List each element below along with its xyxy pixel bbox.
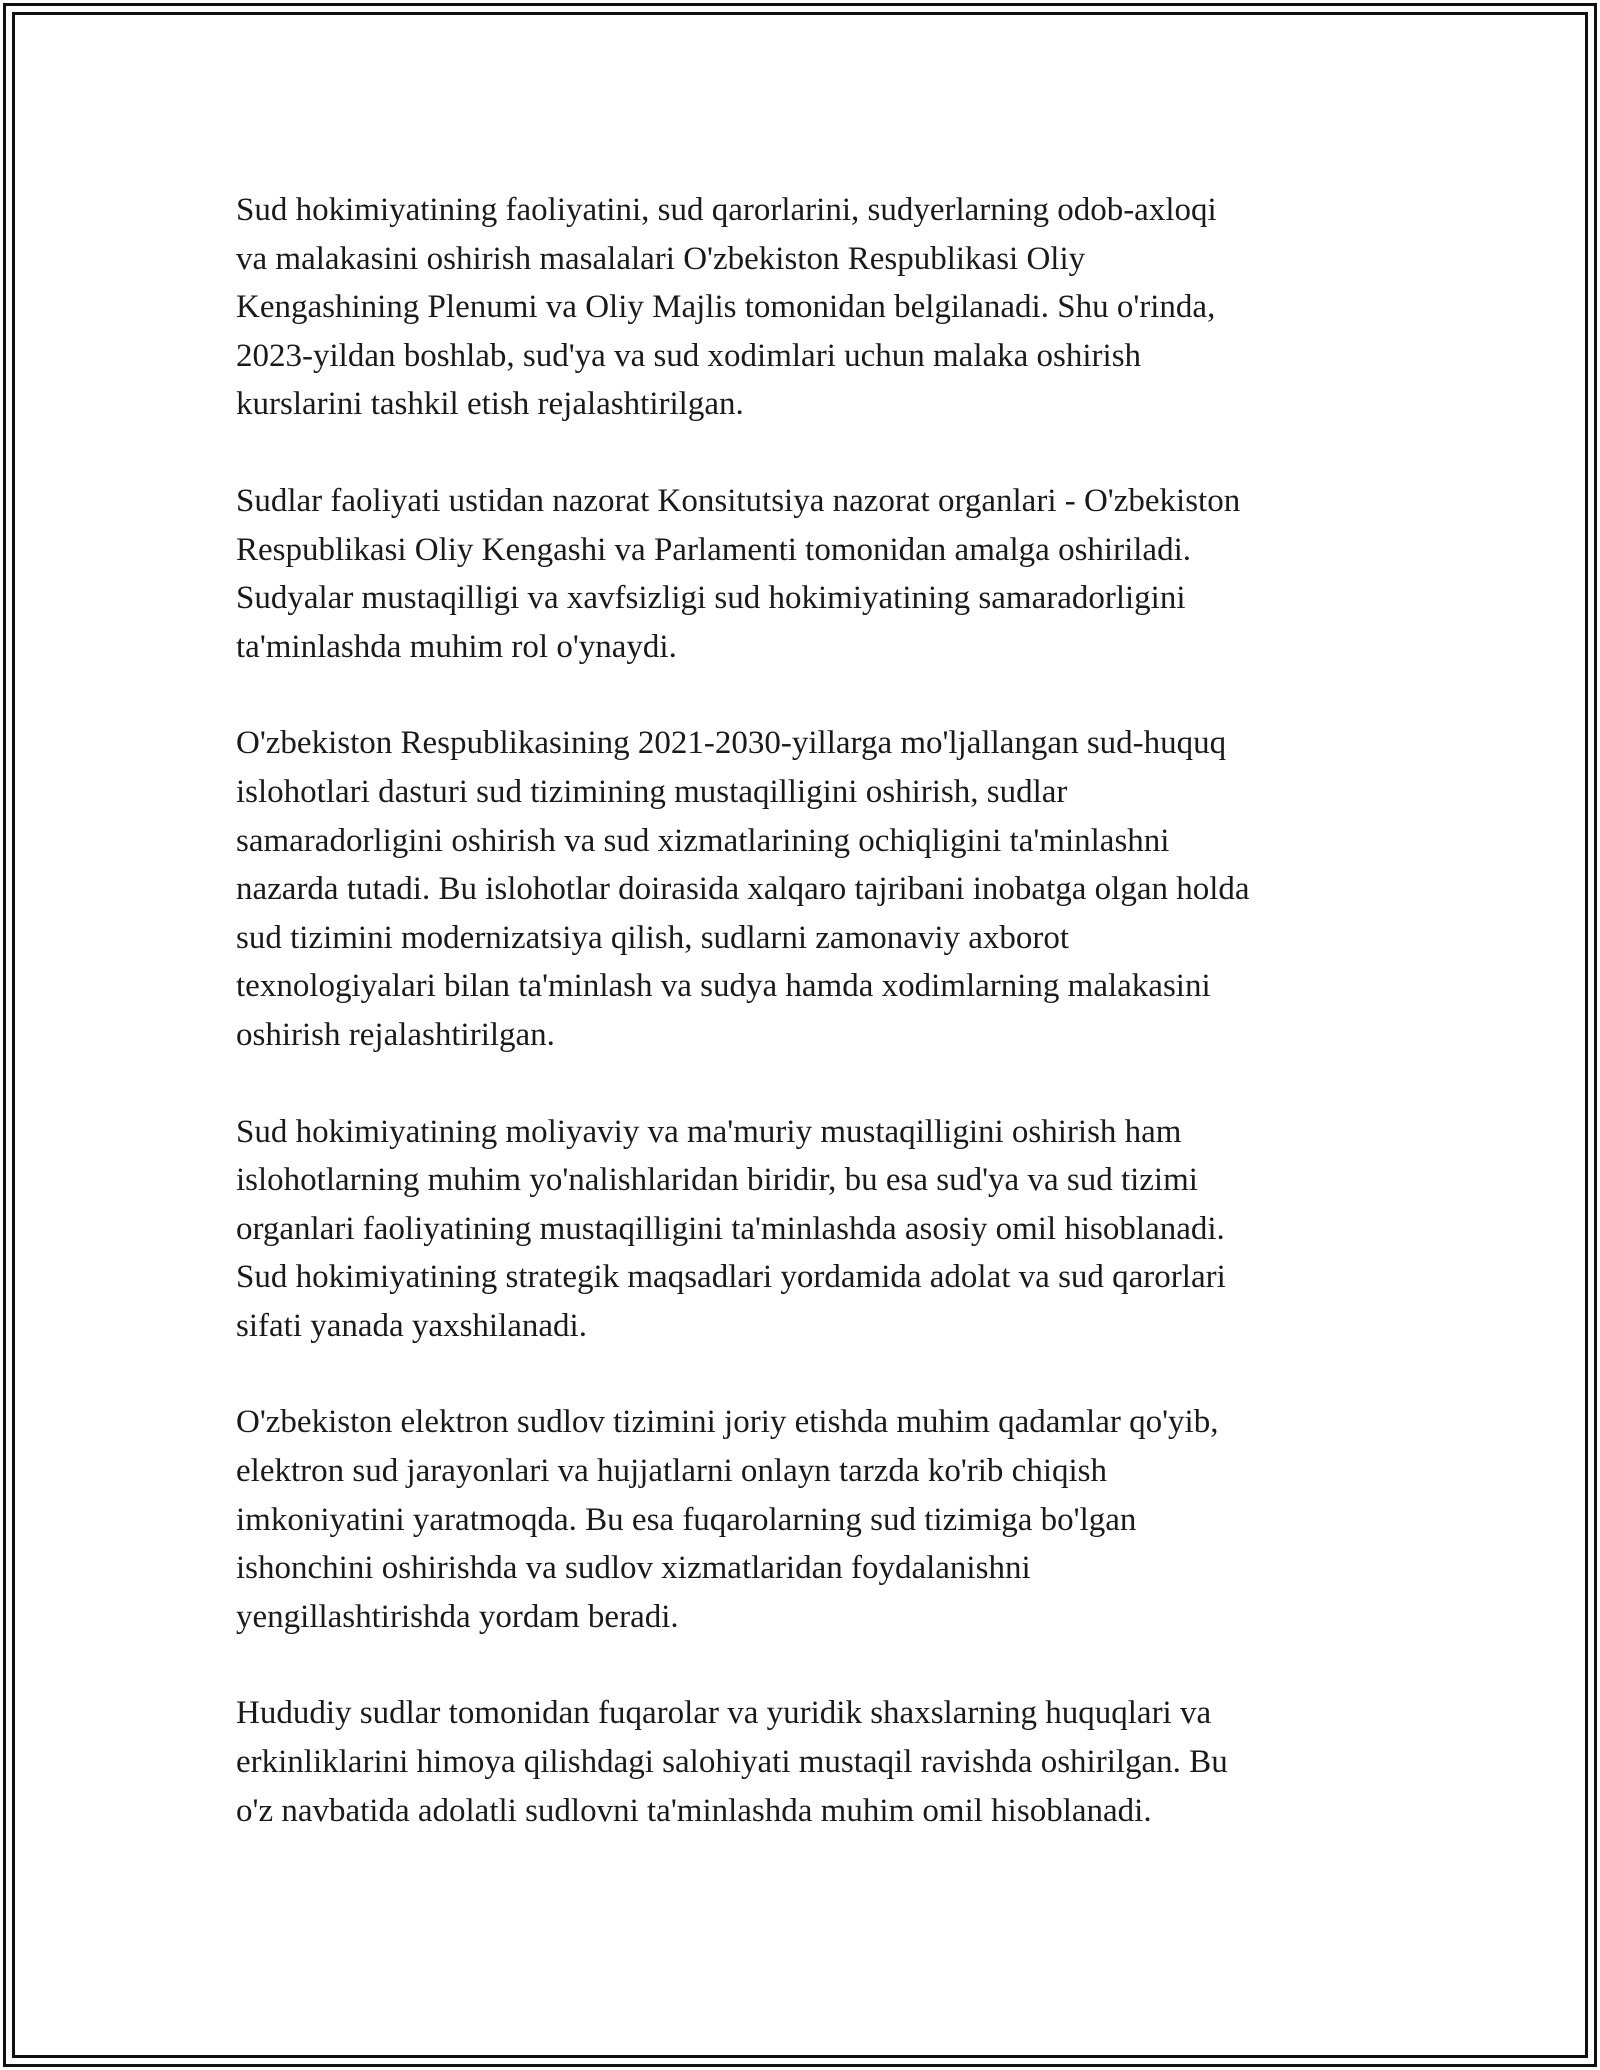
text-line: Sudyalar mustaqilligi va xavfsizligi sud hokimiyatining samaradorligini	[236, 580, 1186, 617]
text-line: sifati yanada yaxshilanadi.	[236, 1307, 587, 1344]
text-line: Sud hokimiyatining moliyaviy va ma'muriy mustaqilligini oshirish ham	[236, 1113, 1182, 1150]
text-line: Sud hokimiyatining strategik maqsadlari yordamida adolat va sud qarorlari	[236, 1259, 1226, 1296]
text-line: texnologiyalari bilan ta'minlash va sudya hamda xodimlarning malakasini	[236, 968, 1211, 1005]
text-line: islohotlarning muhim yo'nalishlaridan biridir, bu esa sud'ya va sud tizimi	[236, 1162, 1198, 1199]
text-line: Sud hokimiyatining faoliyatini, sud qarorlarini, sudyerlarning odob-axloqi	[236, 192, 1217, 228]
paragraph-1	[236, 186, 1376, 429]
text-line: samaradorligini oshirish va sud xizmatlarining ochiqligini ta'minlashni	[236, 822, 1170, 859]
text-line: ishonchini oshirishda va sudlov xizmatlaridan foydalanishni	[236, 1550, 1031, 1587]
paragraph-4	[236, 1108, 1376, 1351]
text-line: islohotlari dasturi sud tizimining mustaqilligini oshirish, sudlar	[236, 773, 1068, 810]
text-line: 2023-yildan boshlab, sud'ya va sud xodimlari uchun malaka oshirish	[236, 337, 1142, 374]
text-line: sud tizimini modernizatsiya qilish, sudlarni zamonaviy axborot	[236, 919, 1070, 956]
paragraph-5	[236, 1398, 1376, 1641]
text-line: elektron sud jarayonlari va hujjatlarni onlayn tarzda ko'rib chiqish	[236, 1453, 1108, 1490]
text-line: Sudlar faoliyati ustidan nazorat Konsitutsiya nazorat organlari - O'zbekiston	[236, 482, 1241, 519]
text-line: o'z navbatida adolatli sudlovni ta'minlashda muhim omil hisoblanadi.	[236, 1792, 1152, 1829]
text-line: Kengashining Plenumi va Oliy Majlis tomonidan belgilanadi. Shu o'rinda,	[236, 289, 1216, 326]
text-line: nazarda tutadi. Bu islohotlar doirasida xalqaro tajribani inobatga olgan holda	[236, 871, 1250, 908]
document-body	[236, 186, 1376, 1883]
text-line: O'zbekiston elektron sudlov tizimini joriy etishda muhim qadamlar qo'yib,	[236, 1404, 1219, 1441]
text-line: ta'minlashda muhim rol o'ynaydi.	[236, 628, 677, 665]
text-line: va malakasini oshirish masalalari O'zbekiston Respublikasi Oliy	[236, 240, 1086, 277]
text-line: kurslarini tashkil etish rejalashtirilgan.	[236, 386, 744, 423]
text-line: imkoniyatini yaratmoqda. Bu esa fuqarolarning sud tizimiga bo'lgan	[236, 1501, 1137, 1538]
text-line: erkinliklarini himoya qilishdagi salohiyati mustaqil ravishda oshirilgan. Bu	[236, 1744, 1228, 1781]
text-line: yengillashtirishda yordam beradi.	[236, 1598, 679, 1635]
text-line: Hududiy sudlar tomonidan fuqarolar va yuridik shaxslarning huquqlari va	[236, 1695, 1212, 1732]
text-line: organlari faoliyatining mustaqilligini ta'minlashda asosiy omil hisoblanadi.	[236, 1210, 1225, 1247]
text-line: O'zbekiston Respublikasining 2021-2030-yillarga mo'ljallangan sud-huquq	[236, 725, 1227, 762]
text-line: Respublikasi Oliy Kengashi va Parlamenti tomonidan amalga oshiriladi.	[236, 531, 1191, 568]
paragraph-6	[236, 1689, 1376, 1835]
paragraph-2	[236, 477, 1376, 671]
paragraph-3	[236, 719, 1376, 1059]
text-line: oshirish rejalashtirilgan.	[236, 1016, 555, 1053]
